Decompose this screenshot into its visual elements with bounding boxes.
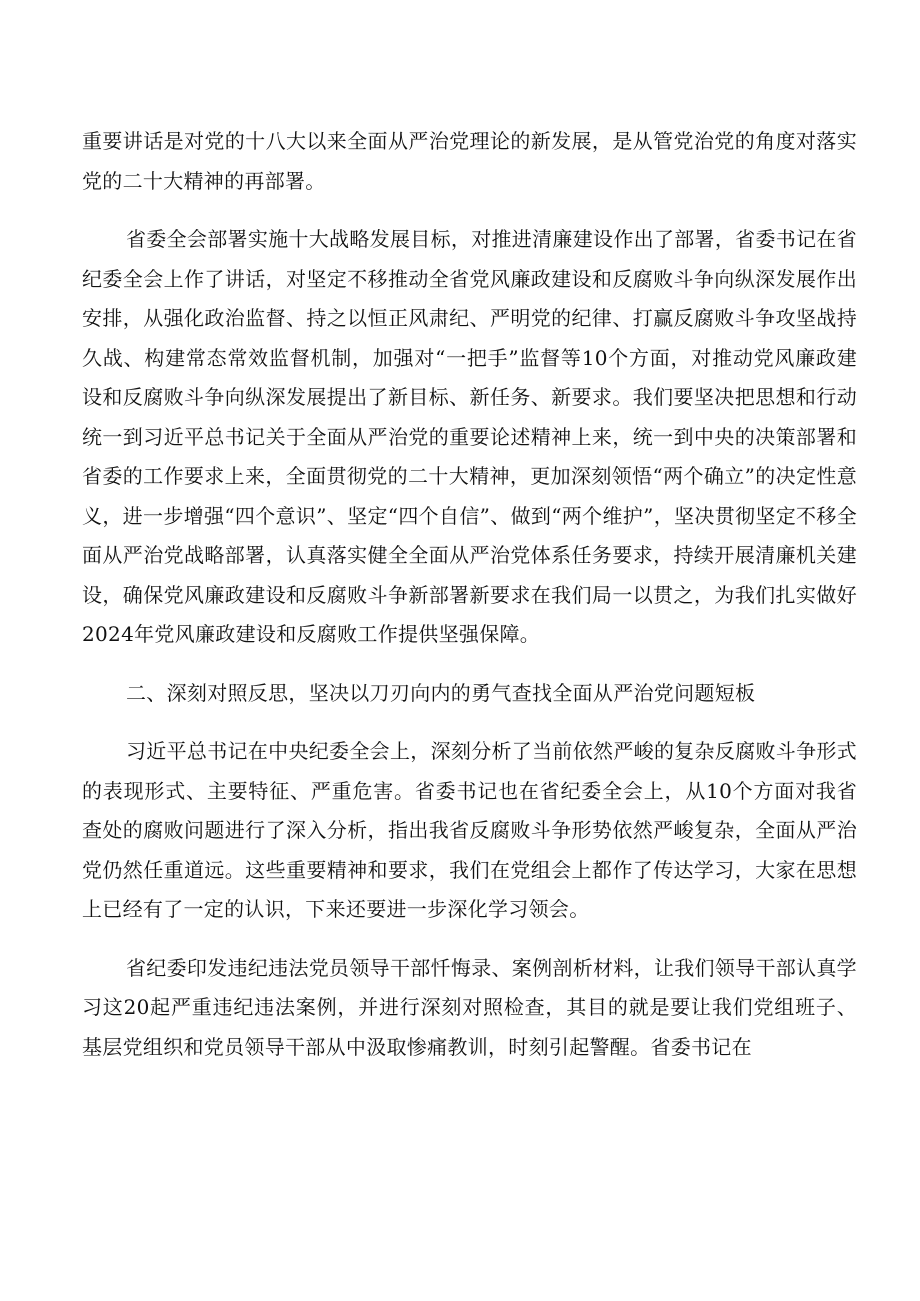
document-body — [82, 122, 857, 1067]
section-heading-2: 二、深刻对照反思，坚决以刀刃向内的勇气查找全面从严治党问题短板 — [126, 680, 756, 705]
paragraph-continuation: 重要讲话是对党的十八大以来全面从严治党理论的新发展，是从管党治党的角度对落实党的二十大精神的再部署。 — [82, 129, 857, 193]
paragraph-central-analysis: 习近平总书记在中央纪委全会上，深刻分析了当前依然严峻的复杂反腐败斗争形式的表现形式、主要特征、严重危害。省委书记也在省纪委全会上，从10个方面对我省查处的腐败问题进行了深入分析，指出我省反腐败斗争形势依然严峻复杂，全面从严治党仍然任重道远。这些重要精神和要求，我们在党组会上都作了传达学习，大家在思想上已经有了一定的认识，下来还要进一步深化学习领会。 — [82, 739, 857, 921]
paragraph-provincial-deployment: 省委全会部署实施十大战略发展目标，对推进清廉建设作出了部署，省委书记在省纪委全会上作了讲话，对坚定不移推动全省党风廉政建设和反腐败斗争向纵深发展作出安排，从强化政治监督、持之以恒正风肃纪、严明党的纪律、打赢反腐败斗争攻坚战持久战、构建常态常效监督机制，加强对“一把手”监督等10个方面，对推动党风廉政建设和反腐败斗争向纵深发展提出了新目标、新任务、新要求。我们要坚决把思想和行动统一到习近平总书记关于全面从严治党的重要论述精神上来，统一到中央的决策部署和省委的工作要求上来，全面贯彻党的二十大精神，更加深刻领悟“两个确立”的决定性意义，进一步增强“四个意识”、坚定“四个自信”、做到“两个维护”，坚决贯彻坚定不移全面从严治党战略部署，认真落实健全全面从严治党体系任务要求，持续开展清廉机关建设，确保党风廉政建设和反腐败斗争新部署新要求在我们局一以贯之，为我们扎实做好2024年党风廉政建设和反腐败工作提供坚强保障。 — [82, 227, 857, 646]
paragraph-case-study: 省纪委印发违纪违法党员领导干部忏悔录、案例剖析材料，让我们领导干部认真学习这20起严重违纪违法案例，并进行深刻对照检查，其目的就是要让我们党组班子、基层党组织和党员领导干部从中汲取惨痛教训，时刻引起警醒。省委书记在 — [82, 955, 857, 1059]
